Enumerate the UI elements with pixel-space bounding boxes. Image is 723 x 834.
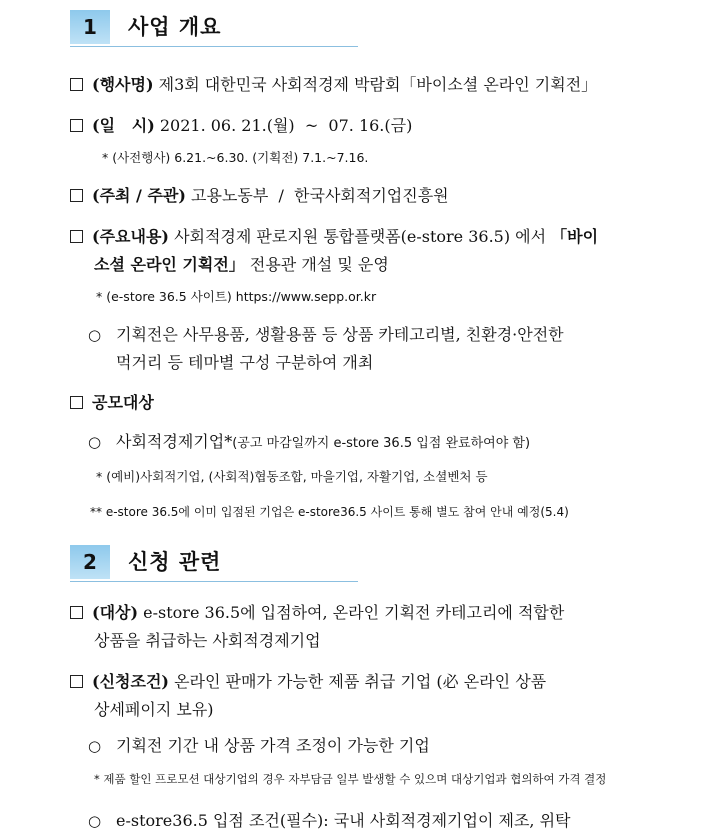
circle-bullet-icon: ○ (88, 812, 102, 830)
cond-sub: 기획전 기간 내 상품 가격 조정이 가능한 기업 (116, 736, 430, 755)
target-sub: 사회적경제기업* (116, 432, 233, 451)
cond-label: (신청조건) (92, 672, 169, 691)
content-sub-1: 기획전은 사무용품, 생활용품 등 상품 카테고리별, 친환경·안전한 (116, 325, 564, 344)
content-value-2: 전용관 개설 및 운영 (249, 255, 389, 274)
cond-sub-row (70, 733, 663, 756)
event-name-row (70, 72, 663, 95)
content-note: * (e-store 36.5 사이트) https://www.sepp.or.kr (96, 289, 377, 304)
host-value: 고용노동부 / 한국사회적기업진흥원 (191, 186, 449, 205)
target-note-1: * (예비)사회적기업, (사회적)협동조합, 마을기업, 자활기업, 소셜벤처 등 (96, 469, 488, 484)
section-title: 신청 관련 (128, 550, 222, 574)
circle-bullet-icon: ○ (88, 737, 102, 755)
content-highlight-1: 「바이 (551, 227, 599, 246)
content-sub-row (70, 322, 663, 345)
cond-row (70, 669, 663, 692)
circle-bullet-icon: ○ (88, 433, 102, 451)
host-label: (주최 / 주관) (92, 186, 186, 205)
event-value: 제3회 대한민국 사회적경제 박람회「바이소셜 온라인 기획전」 (158, 75, 598, 94)
target-label: 공모대상 (92, 393, 154, 412)
event-label: (행사명) (92, 75, 154, 94)
content-row (70, 224, 663, 247)
app-target-label: (대상) (92, 603, 139, 622)
checkbox-icon (70, 189, 83, 202)
circle-bullet-icon: ○ (88, 326, 102, 344)
section-underline (70, 581, 358, 582)
section-1-header (70, 10, 358, 44)
cond-sub2: e-store36.5 입점 조건(필수): 국내 사회적경제기업이 제조, 위탁 (116, 811, 571, 830)
checkbox-icon (70, 230, 83, 243)
content-label: (주요내용) (92, 227, 169, 246)
cond-value-2: 상세페이지 보유) (94, 700, 214, 719)
section-2-header (70, 545, 358, 579)
app-target-row (70, 600, 663, 623)
cond-note: * 제품 할인 프로모션 대상기업의 경우 자부담금 일부 발생할 수 있으며 대상기업과 협의하여 가격 결정 (94, 772, 607, 786)
cond-sub2-row (70, 808, 663, 831)
content-row-cont (94, 252, 389, 275)
host-row (70, 183, 663, 206)
period-row (70, 113, 663, 136)
content-highlight-2: 소셜 온라인 기획전」 (94, 255, 245, 274)
target-sub-paren: (공고 마감일까지 e-store 36.5 입점 완료하여야 함) (232, 436, 531, 451)
checkbox-icon (70, 78, 83, 91)
content-value-1: 사회적경제 판로지원 통합플랫폼(e-store 36.5) 에서 (174, 227, 547, 246)
cond-value-1: 온라인 판매가 가능한 제품 취급 기업 (必 온라인 상품 (174, 672, 547, 691)
period-note: * (사전행사) 6.21.~6.30. (기획전) 7.1.~7.16. (102, 150, 369, 165)
checkbox-icon (70, 119, 83, 132)
checkbox-icon (70, 396, 83, 409)
app-target-value-1: e-store 36.5에 입점하여, 온라인 기획전 카테고리에 적합한 (143, 603, 565, 622)
section-number: 1 (70, 10, 110, 44)
checkbox-icon (70, 675, 83, 688)
target-row (70, 390, 663, 413)
section-title: 사업 개요 (128, 15, 222, 39)
content-sub-2: 먹거리 등 테마별 구성 구분하여 개최 (116, 353, 374, 372)
section-number: 2 (70, 545, 110, 579)
target-note-2: ** e-store 36.5에 이미 입점된 기업은 e-store36.5 사이트 통해 별도 참여 안내 예정(5.4) (90, 505, 569, 519)
checkbox-icon (70, 606, 83, 619)
app-target-value-2: 상품을 취급하는 사회적경제기업 (94, 631, 321, 650)
section-underline (70, 46, 358, 47)
target-sub-row (70, 429, 663, 452)
period-label: (일 시) (92, 116, 155, 135)
period-value: 2021. 06. 21.(월) ~ 07. 16.(금) (159, 116, 413, 135)
